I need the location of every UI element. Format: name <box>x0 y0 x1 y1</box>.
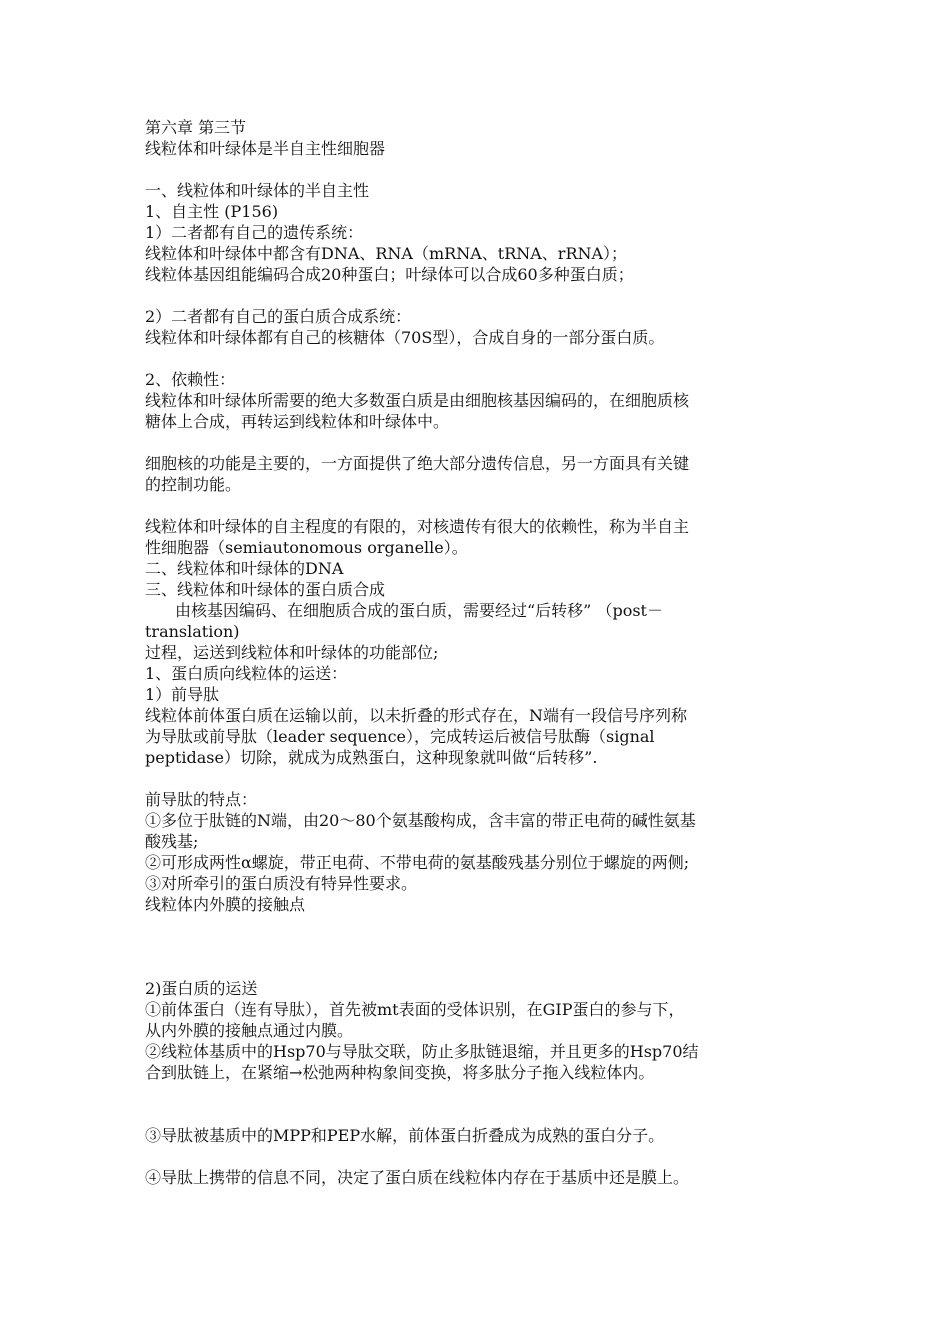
subsection-heading: 1、自主性 (P156) <box>145 202 279 221</box>
paragraph-line: 线粒体和叶绿体的自主程度的有限的，对核遗传有很大的依赖性，称为半自主 <box>145 517 690 536</box>
point-heading: 2)蛋白质的运送 <box>145 979 258 998</box>
paragraph-line: 性细胞器（semiautonomous organelle）。 <box>145 538 468 557</box>
section-heading: 一、线粒体和叶绿体的半自主性 <box>145 181 370 200</box>
list-item: ③导肽被基质中的MPP和PEP水解，前体蛋白折叠成为成熟的蛋白分子。 <box>145 1126 665 1145</box>
paragraph-line: 线粒体前体蛋白质在运输以前，以未折叠的形式存在，N端有一段信号序列称 <box>145 706 688 725</box>
section-heading: 二、线粒体和叶绿体的DNA <box>145 559 344 578</box>
list-item: ④导肽上携带的信息不同，决定了蛋白质在线粒体内存在于基质中还是膜上。 <box>145 1168 690 1187</box>
paragraph-line: 线粒体内外膜的接触点 <box>145 895 306 914</box>
list-item-continued: 合到肽链上，在紧缩→松弛两种构象间变换，将多肽分子拖入线粒体内。 <box>145 1063 655 1082</box>
paragraph-line: 细胞核的功能是主要的，一方面提供了绝大部分遗传信息，另一方面具有关键 <box>145 454 690 473</box>
paragraph-line: translation) <box>145 622 240 641</box>
paragraph-line: peptidase）切除，就成为成熟蛋白，这种现象就叫做“后转移”. <box>145 748 598 767</box>
page-title: 线粒体和叶绿体是半自主性细胞器 <box>145 139 386 158</box>
chapter-heading: 第六章 第三节 <box>145 118 247 137</box>
list-item: ①多位于肽链的N端，由20～80个氨基酸构成，含丰富的带正电荷的碱性氨基 <box>145 811 696 830</box>
section-heading: 三、线粒体和叶绿体的蛋白质合成 <box>145 580 386 599</box>
paragraph-line: 的控制功能。 <box>145 475 242 494</box>
point-heading: 前导肽的特点： <box>145 790 258 809</box>
list-item: ①前体蛋白（连有导肽），首先被mt表面的受体识别，在GIP蛋白的参与下， <box>145 1000 685 1019</box>
paragraph-line: 线粒体和叶绿体都有自己的核糖体（70S型），合成自身的一部分蛋白质。 <box>145 328 665 347</box>
list-item-continued: 从内外膜的接触点通过内膜。 <box>145 1021 354 1040</box>
paragraph-line: 糖体上合成，再转运到线粒体和叶绿体中。 <box>145 412 450 431</box>
list-item: ②线粒体基质中的Hsp70与导肽交联，防止多肽链退缩，并且更多的Hsp70结 <box>145 1042 699 1061</box>
paragraph-line: 线粒体和叶绿体所需要的绝大多数蛋白质是由细胞核基因编码的，在细胞质核 <box>145 391 690 410</box>
paragraph-line: 线粒体和叶绿体中都含有DNA、RNA（mRNA、tRNA、rRNA）； <box>145 244 628 263</box>
point-heading: 1）前导肽 <box>145 685 220 704</box>
point-heading: 2）二者都有自己的蛋白质合成系统： <box>145 307 412 326</box>
paragraph-line: 线粒体基因组能编码合成20种蛋白；叶绿体可以合成60多种蛋白质； <box>145 265 634 284</box>
point-heading: 1）二者都有自己的遗传系统： <box>145 223 364 242</box>
list-item: ②可形成两性α螺旋，带正电荷、不带电荷的氨基酸残基分别位于螺旋的两侧; <box>145 853 690 872</box>
subsection-heading: 2、依赖性： <box>145 370 236 389</box>
list-item-continued: 酸残基; <box>145 832 199 851</box>
paragraph-line: 由核基因编码、在细胞质合成的蛋白质，需要经过“后转移” （post－ <box>175 601 663 620</box>
document-page <box>145 117 825 1188</box>
paragraph-line: 过程，运送到线粒体和叶绿体的功能部位; <box>145 643 439 662</box>
list-item: ③对所牵引的蛋白质没有特异性要求。 <box>145 874 418 893</box>
subsection-heading: 1、蛋白质向线粒体的运送： <box>145 664 348 683</box>
paragraph-line: 为导肽或前导肽（leader sequence），完成转运后被信号肽酶（signal <box>145 727 655 746</box>
